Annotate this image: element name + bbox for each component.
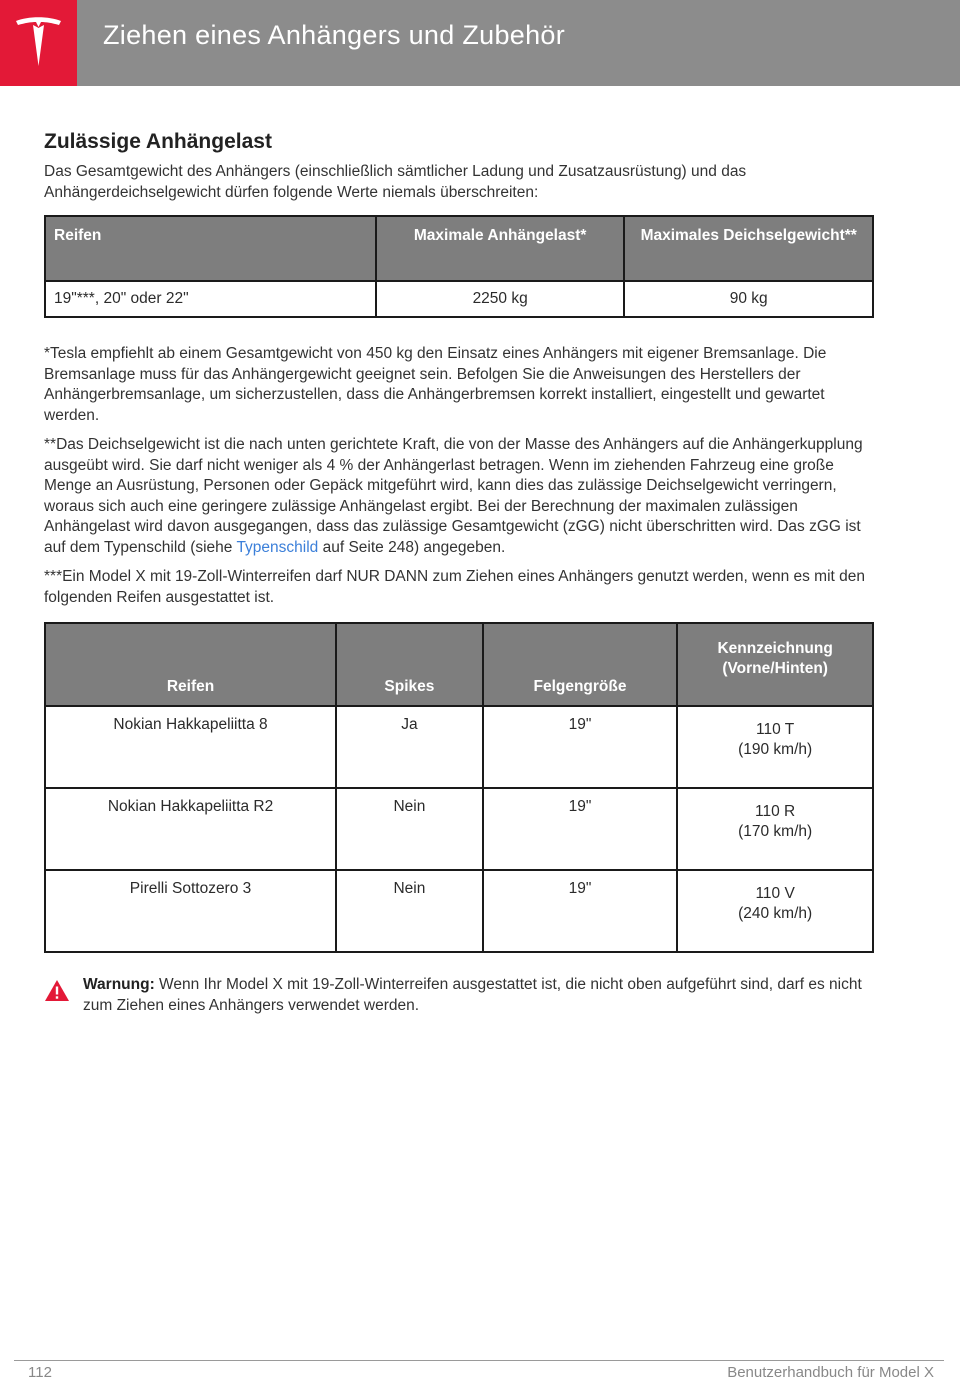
tire-name: Nokian Hakkapeliitta 8 <box>45 706 336 788</box>
speed-rating: (190 km/h) <box>738 741 813 758</box>
table-row <box>45 870 873 952</box>
warning-body: Wenn Ihr Model X mit 19-Zoll-Winterreifen ausgestattet ist, die nicht oben aufgeführt sind, darf es nicht zum Ziehen eines Anhängers verwendet werden. <box>83 976 862 1014</box>
tire-table-header <box>45 623 873 706</box>
tire-table <box>44 622 874 953</box>
table-cell: 90 kg <box>624 281 873 317</box>
footnote-2-tail: auf Seite 248) angegeben. <box>318 538 506 556</box>
footnote-2 <box>44 435 874 558</box>
load-index: 110 R <box>755 803 796 820</box>
header-cell: Felgengröße <box>483 623 678 706</box>
tire-size: 19" <box>483 706 678 788</box>
header-cell: Kennzeichnung (Vorne/Hinten) <box>677 623 873 706</box>
tesla-logo <box>0 0 77 86</box>
warning-text <box>83 975 874 1016</box>
tire-size: 19" <box>483 870 678 952</box>
tire-code <box>677 706 873 788</box>
load-index: 110 T <box>756 721 795 738</box>
tire-code <box>677 870 873 952</box>
header-cell: Spikes <box>336 623 483 706</box>
warning-box <box>44 975 874 1016</box>
header-cell: Reifen <box>45 623 336 706</box>
header-title: Ziehen eines Anhängers und Zubehör <box>103 20 566 50</box>
speed-rating: (170 km/h) <box>738 823 813 840</box>
table-cell: 2250 kg <box>376 281 624 317</box>
intro-text: Das Gesamtgewicht des Anhängers (einschließlich sämtlicher Ladung und Zusatzausrüstung) und das Anhängerdeichselgewicht dürfen folgende Werte niemals überschreiten: <box>44 163 747 201</box>
tire-size: 19" <box>483 788 678 870</box>
header-cell: Maximale Anhängelast* <box>376 216 624 281</box>
footnote-3: ***Ein Model X mit 19-Zoll-Winterreifen darf NUR DANN zum Ziehen eines Anhängers genutzt werden, wenn es mit den folgenden Reifen ausgestattet ist. <box>44 568 866 606</box>
footnote-2-text: **Das Deichselgewicht ist die nach unten gerichtete Kraft, die von der Masse des Anhängers auf die Anhängerkupplung ausgeübt wird. Sie darf nicht weniger als 4 % der Anhängerlast betragen. Wenn im ziehenden Fahrzeug eine große Menge an Ausrüstung, Personen oder Gepäck mitgeführt wird, kann dies das zulässige Deichselgewicht verringern, woraus sich auch eine geringere zulässige Anhängelast ergibt. Bei der Berechnung der maximalen zulässigen Anhängelast wird davon ausgegangen, dass das zulässige Gesamtgewicht (zGG) nicht überschritten wird. Das zGG ist auf dem Typenschild (siehe <box>44 436 863 556</box>
header-cell: Maximales Deichselgewicht** <box>624 216 873 281</box>
table-row <box>45 706 873 788</box>
load-table-header <box>45 216 873 281</box>
warning-label: Warnung: <box>83 976 155 993</box>
footnote-1: *Tesla empfiehlt ab einem Gesamtgewicht von 450 kg den Einsatz eines Anhängers mit eigener Bremsanlage. Die Bremsanlage muss für das Anhängergewicht geeignet sein. Befolgen Sie die Anweisungen des Herstellers der Anhängerbremsanlage, um sicherzustellen, dass die Anhängerbremsen korrekt installiert, eingestellt und gewartet werden. <box>44 345 827 424</box>
manual-title: Benutzerhandbuch für Model X <box>727 1364 934 1381</box>
header-cell: Reifen <box>45 216 376 281</box>
load-table <box>44 215 874 318</box>
page-number: 112 <box>28 1364 52 1381</box>
tire-name: Nokian Hakkapeliitta R2 <box>45 788 336 870</box>
tire-spikes: Ja <box>336 706 483 788</box>
section-heading: Zulässige Anhängelast <box>44 130 272 153</box>
main-content <box>44 130 874 1016</box>
table-cell: 19"***, 20" oder 22" <box>45 281 376 317</box>
tire-spikes: Nein <box>336 788 483 870</box>
tesla-logo-icon <box>14 16 63 68</box>
tire-code <box>677 788 873 870</box>
typenschild-link[interactable]: Typenschild <box>236 538 319 556</box>
speed-rating: (240 km/h) <box>738 905 813 922</box>
warning-triangle-icon <box>44 979 70 1002</box>
footer-divider <box>14 1360 944 1361</box>
tire-spikes: Nein <box>336 870 483 952</box>
tire-name: Pirelli Sottozero 3 <box>45 870 336 952</box>
page-header <box>0 0 960 86</box>
table-row <box>45 281 873 317</box>
load-index: 110 V <box>755 885 795 902</box>
table-row <box>45 788 873 870</box>
